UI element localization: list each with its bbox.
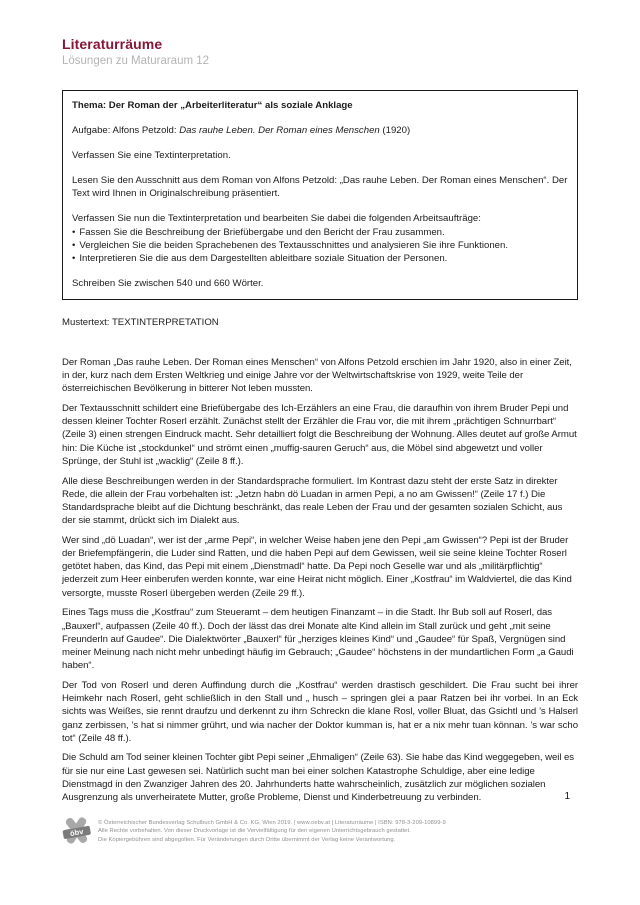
task-aufgabe-year: (1920) <box>379 125 411 137</box>
task-bullet-item: • Fassen Sie die Beschreibung der Briefübergabe und den Bericht der Frau zusammen. <box>72 226 568 239</box>
paragraph-6: Der Tod von Roserl und deren Auffindung durch die „Kostfrau“ werden drastisch geschildert. Die Frau sucht bei ihrer Heimkehr nach Roserl, geht schließlich in den Stall und „ husch – springen glei a paar Ratzen bei ihr vorbei. In an Eck sichts was Weißes, sie rennt draufzu und derkennt zu ihrn Schreckn die klane Rosl, voller Bluat, das Gsichtl und ’s Halserl ganz zerbissen, ’s hat si nimmer grührt, und wia nacher der Doktor kumman is, hat er a nix mehr tuan könnan. ’s war scho tot“ (Zeile 48 ff.). <box>62 679 578 744</box>
paragraph-2: Der Textausschnitt schildert eine Briefübergabe des Ich-Erzählers an eine Frau, die daraufhin von ihrem Bruder Pepi und dessen kleiner Tochter Roserl erzählt. Zunächst stellt der Erzähler die Frau vor, die mit ihrem „prächtigen Schnurrbart“ (Zeile 3) einen strengen Eindruck macht. Sehr detailliert folgt die Beschreibung der Wohnung. Alles deutet auf große Armut hin: Die Küche ist „stockdunkel“ und strömt einen „muffig-sauren Geruch“ aus, die Möbel sind abgewetzt und voller Sprünge, der Stuhl ist „wacklig“ (Zeile 8 ff.). <box>62 403 577 467</box>
footer-fine-print <box>98 816 446 844</box>
task-box <box>62 90 578 300</box>
page-number: 1 <box>564 791 570 802</box>
oebv-logo-icon <box>60 816 93 846</box>
task-aufgabe-prefix: Aufgabe: Alfons Petzold: <box>72 125 180 137</box>
task-thema: Thema: Der Roman der „Arbeiterliteratur“ als soziale Anklage <box>72 100 353 111</box>
page-subtitle: Lösungen zu Maturaraum 12 <box>62 55 210 67</box>
task-word-count: Schreiben Sie zwischen 540 und 660 Wörter. <box>72 277 264 289</box>
task-instruction-1: Verfassen Sie eine Textinterpretation. <box>72 150 231 162</box>
task-instruction-3: Verfassen Sie nun die Textinterpretation und bearbeiten Sie dabei die folgenden Arbeitsaufträge: <box>72 213 481 225</box>
footer <box>60 816 446 846</box>
paragraph-7: Die Schuld am Tod seiner kleinen Tochter gibt Pepi seiner „Ehmaligen“ (Zeile 63). Sie habe das Kind weggegeben, weil es für sie nur eine Last gewesen sei. Natürlich sucht man bei einer solchen Katastrophe Schuldige, aber eine ledige Dienstmagd in den Zwanziger Jahren des 20. Jahrhunderts hatte wahrscheinlich, zusätzlich zur möglichen sozialen Ausgrenzung als unverheiratete Mutter, große Probleme, Dienst und Kinderbetreuung zu verbinden. <box>62 752 575 804</box>
oebv-logo <box>60 816 93 846</box>
task-aufgabe <box>72 124 568 137</box>
mustertext-label: Mustertext: TEXTINTERPRETATION <box>62 316 219 328</box>
footer-copyright-line-2: Alle Rechte vorbehalten. Von dieser Druckvorlage ist die Vervielfältigung für den eigenen Unterrichtsgebrauch gestattet. <box>98 828 411 835</box>
page-content <box>62 36 578 811</box>
task-instruction-2: Lesen Sie den Ausschnitt aus dem Roman von Alfons Petzold: „Das rauhe Leben. Der Roman eines Menschen“. Der Text wird Ihnen in Originalschreibung präsentiert. <box>72 175 568 200</box>
paragraph-4: Wer sind „dö Luadan“, wer ist der „arme Pepi“, in welcher Weise haben jene den Pepi „am Gwissen“? Pepi ist der Bruder der Briefempfängerin, die Luder sind Ratten, und die haben Pepi auf dem Gewissen, weil sie seine kleine Tochter Roserl getötet haben, das Kind, das Pepi mit einem „Dienstmadl“ hatte. Da Pepi noch Geselle war und als „militärpflichtig“ jederzeit zum Heer einberufen werden konnte, war eine Heirat nicht möglich. Einer „Kostfrau“ im Waldviertel, die das Kind versorgte, musste Roserl übergeben werden (Zeile 29 ff.). <box>62 534 572 599</box>
oebv-logo-text: öbv <box>69 826 85 839</box>
footer-copyright-line-1: © Österreichischer Bundesverlag Schulbuch GmbH & Co. KG, Wien 2019. | www.oebv.at | Literaturräume | ISBN: 978-3-209-10899-9 <box>98 820 446 826</box>
page-title: Literaturräume <box>62 36 163 52</box>
paragraph-1: Der Roman „Das rauhe Leben. Der Roman eines Menschen“ von Alfons Petzold erschien im Jahr 1920, also in einer Zeit, in der, kurz nach dem Ersten Weltkrieg und einige Jahre vor der Weltwirtschaftskrise von 1929, weite Teile der österreichischen Bevölkerung in bitterer Not leben mussten. <box>62 356 572 395</box>
paragraph-5: Eines Tags muss die „Kostfrau“ zum Steueramt – dem heutigen Finanzamt – in die Stadt. Ihr Bub soll auf Roserl, das „Bauxerl“, aufpassen (Zeile 40 ff.). Doch der lässt das drei Monate alte Kind allein im Stall zurück und geht „mit seine Freunderln auf Gaudee“. Die Dialektwörter „Bauxerl“ für „herziges kleines Kind“ und „Gaudee“ für Spaß, Vergnügen sind meiner Meinung nach nicht mehr unbedingt häufig im Gebrauch; „Gaudee“ höchstens in der mundartlichen Form „a Gaudi haben“. <box>62 607 574 672</box>
task-bullet-item: • Interpretieren Sie die aus dem Dargestellten ableitbare soziale Situation der Personen. <box>72 252 568 265</box>
interpretation-text <box>62 356 578 804</box>
task-bullet-list <box>72 226 568 265</box>
paragraph-3: Alle diese Beschreibungen werden in der Standardsprache formuliert. Im Kontrast dazu steht der erste Satz in direkter Rede, die allein der Frau vorbehalten ist: „Jetzn habn dö Luadan in armen Pepi, a no am Gwissen!“ (Zeile 17 f.) Die Standardsprache bleibt auf die Dichtung beschränkt, das reale Leben der Frau und der gesamten sozialen Schicht, aus der sie stammt, drückt sich im Dialekt aus. <box>62 475 563 527</box>
task-bullet-item: • Vergleichen Sie die beiden Sprachebenen des Textausschnittes und analysieren Sie ihre Funktionen. <box>72 239 568 252</box>
footer-copyright-line-3: Die Kopiergebühren sind abgegolten. Für Veränderungen durch Dritte übernimmt der Verlag keine Verantwortung. <box>98 836 396 843</box>
task-aufgabe-book-title: Das rauhe Leben. Der Roman eines Menschen <box>179 125 380 137</box>
